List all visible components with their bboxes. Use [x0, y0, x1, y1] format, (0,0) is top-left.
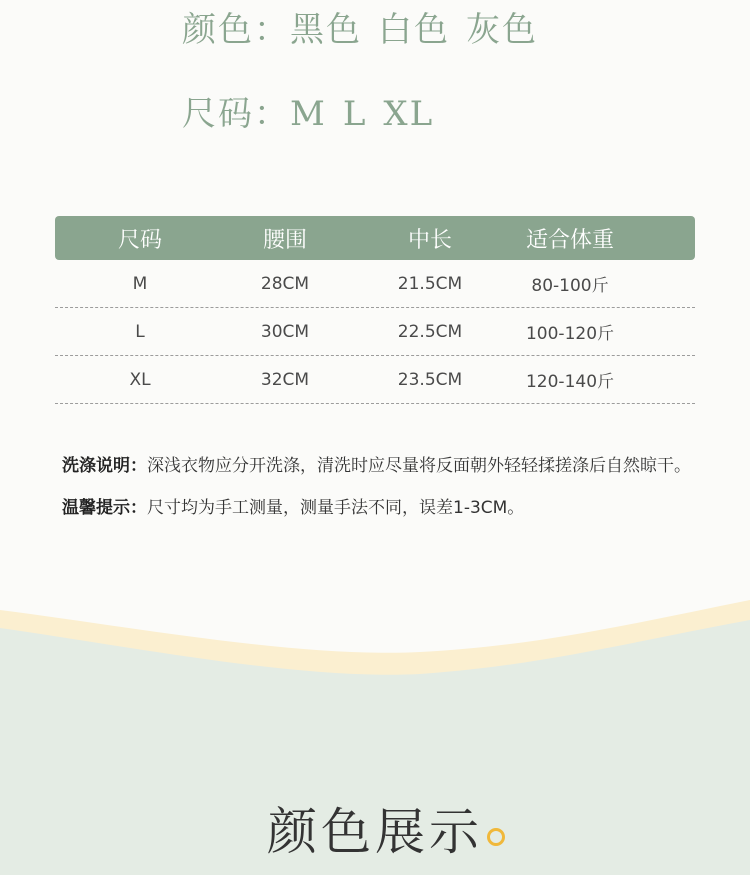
size-table: [55, 216, 695, 404]
color-label: 颜色：: [182, 10, 290, 50]
header-waist: 腰围: [262, 227, 307, 253]
table-row: [55, 356, 695, 404]
size-label: 尺码：: [182, 94, 290, 134]
header-length: 中长: [407, 227, 452, 253]
cell-weight: 80-100斤: [531, 276, 609, 296]
cell-length: 23.5CM: [397, 369, 463, 390]
header-weight: 适合体重: [525, 227, 614, 253]
tip-label: 温馨提示：: [62, 498, 147, 518]
size-option-xl: XL: [383, 94, 435, 134]
size-options: [182, 86, 434, 135]
cell-weight: 120-140斤: [525, 372, 615, 392]
table-row: [55, 308, 695, 356]
decor-circle-icon: [487, 828, 505, 846]
cell-waist: 28CM: [260, 273, 310, 294]
cell-size: M: [132, 273, 148, 294]
cell-size: XL: [129, 369, 151, 390]
cell-waist: 30CM: [260, 321, 310, 342]
tip-note: [62, 494, 692, 522]
color-option-black: 黑色: [290, 10, 362, 50]
size-option-l: L: [342, 94, 368, 134]
color-option-white: 白色: [378, 10, 450, 50]
wash-instructions: [62, 452, 692, 480]
color-option-gray: 灰色: [466, 10, 538, 50]
header-size: 尺码: [117, 227, 162, 253]
table-header: [55, 216, 695, 260]
cell-length: 22.5CM: [397, 321, 463, 342]
cell-waist: 32CM: [260, 369, 310, 390]
cell-length: 21.5CM: [397, 273, 463, 294]
cell-weight: 100-120斤: [525, 324, 615, 344]
tip-text: 尺寸均为手工测量，测量手法不同，误差1-3CM。: [147, 498, 525, 518]
cell-size: L: [135, 321, 145, 342]
table-row: [55, 260, 695, 308]
care-notes: [62, 452, 692, 536]
wash-text: 深浅衣物应分开洗涤，清洗时应尽量将反面朝外轻轻揉搓涤后自然晾干。: [147, 456, 691, 476]
wash-label: 洗涤说明：: [62, 456, 147, 476]
color-options: [182, 2, 538, 51]
section-title: 颜色展示: [267, 803, 483, 861]
size-option-m: M: [290, 94, 327, 134]
